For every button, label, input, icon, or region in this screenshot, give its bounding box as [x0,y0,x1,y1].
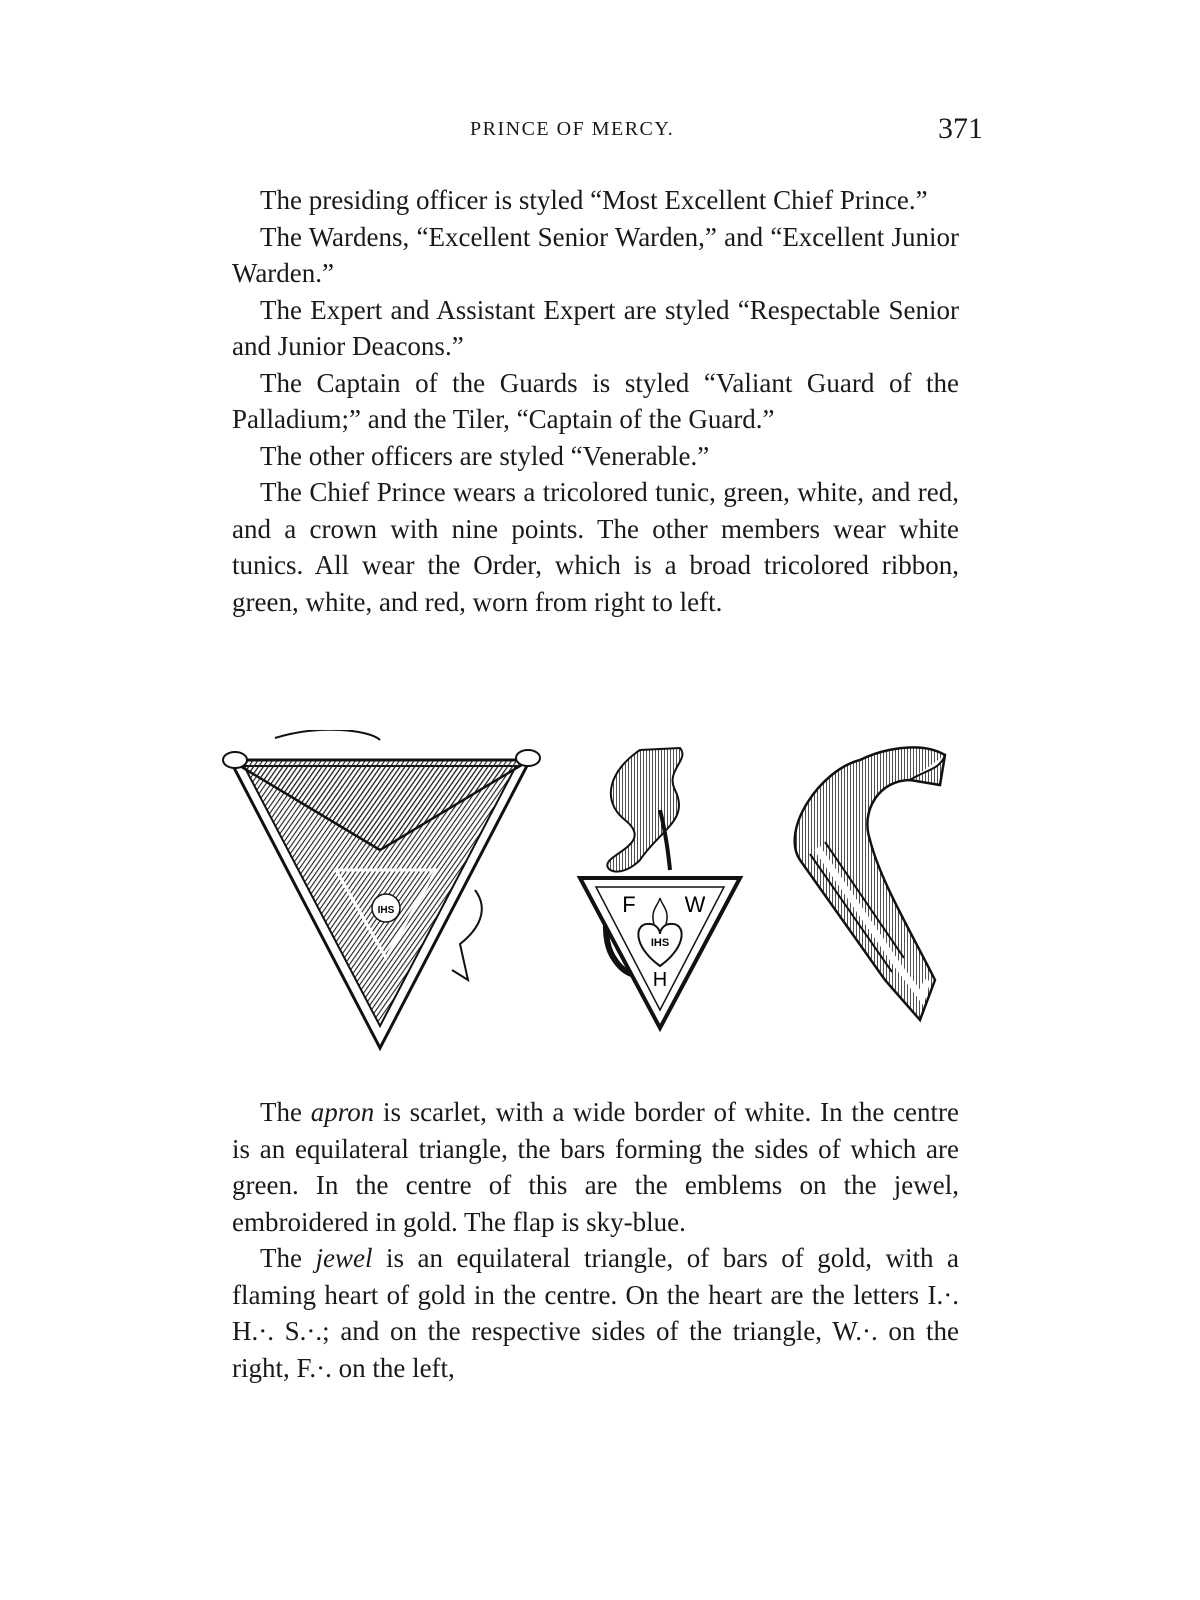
paragraph-presiding-officer: The presiding officer is styled “Most Excellent Chief Prince.” [260,185,928,215]
apron-lead: The [260,1097,311,1127]
paragraph-guards: The Captain of the Guards is styled “Valiant Guard of the Palladium;” and the Tiler, “Captain of the Guard.” [232,367,959,434]
paragraph-deacons: The Expert and Assistant Expert are styled “Respectable Senior and Junior Deacons.” [232,294,959,361]
apron-term: apron [310,1097,375,1127]
jewel-figure [580,748,740,1028]
paragraph-wardens: The Wardens, “Excellent Senior Warden,” and “Excellent Junior Warden.” [232,221,959,288]
page-number: 371 [938,112,983,145]
paragraph-apron [232,1094,959,1240]
apron-figure [223,730,540,1048]
apron-text: is scarlet, with a wide border of white. In the centre is an equilateral triangle, the bars forming the sides of which are green. In the centre of this are the emblems on the jewel, embroidered in gold. The flap is sky-blue. [232,1097,959,1237]
engraving-illustrations [220,730,960,1060]
top-text-block [232,182,959,620]
jewel-letter-right: W [684,892,706,917]
jewel-letter-left: F [622,892,636,917]
order-ribbon-figure [795,747,945,1020]
jewel-term: jewel [315,1243,373,1273]
running-title: PRINCE OF MERCY. [470,118,675,140]
illustrations [220,730,960,1060]
apron-emblem-text: IHS [377,905,395,916]
jewel-lead: The [260,1243,316,1273]
paragraph-regalia: The Chief Prince wears a tricolored tunic, green, white, and red, and a crown with nine points. The other members wear white tunics. All wear the Order, which is a broad tricolored ribbon, green, white, and red, worn from right to left. [232,477,959,617]
bottom-text-block [232,1094,959,1386]
running-head [0,112,1200,152]
paragraph-other-officers: The other officers are styled “Venerable.” [260,440,710,471]
paragraph-jewel [232,1240,959,1386]
jewel-letter-bottom: H [652,969,668,991]
jewel-letter-center: IHS [650,937,670,949]
jewel-text: is an equilateral triangle, of bars of gold, with a flaming heart of gold in the centre. On the heart are the letters I.·. H.·. S.·.; and on the respective sides of the triangle, W.·. on the right, F.·. on the left, [232,1243,959,1383]
